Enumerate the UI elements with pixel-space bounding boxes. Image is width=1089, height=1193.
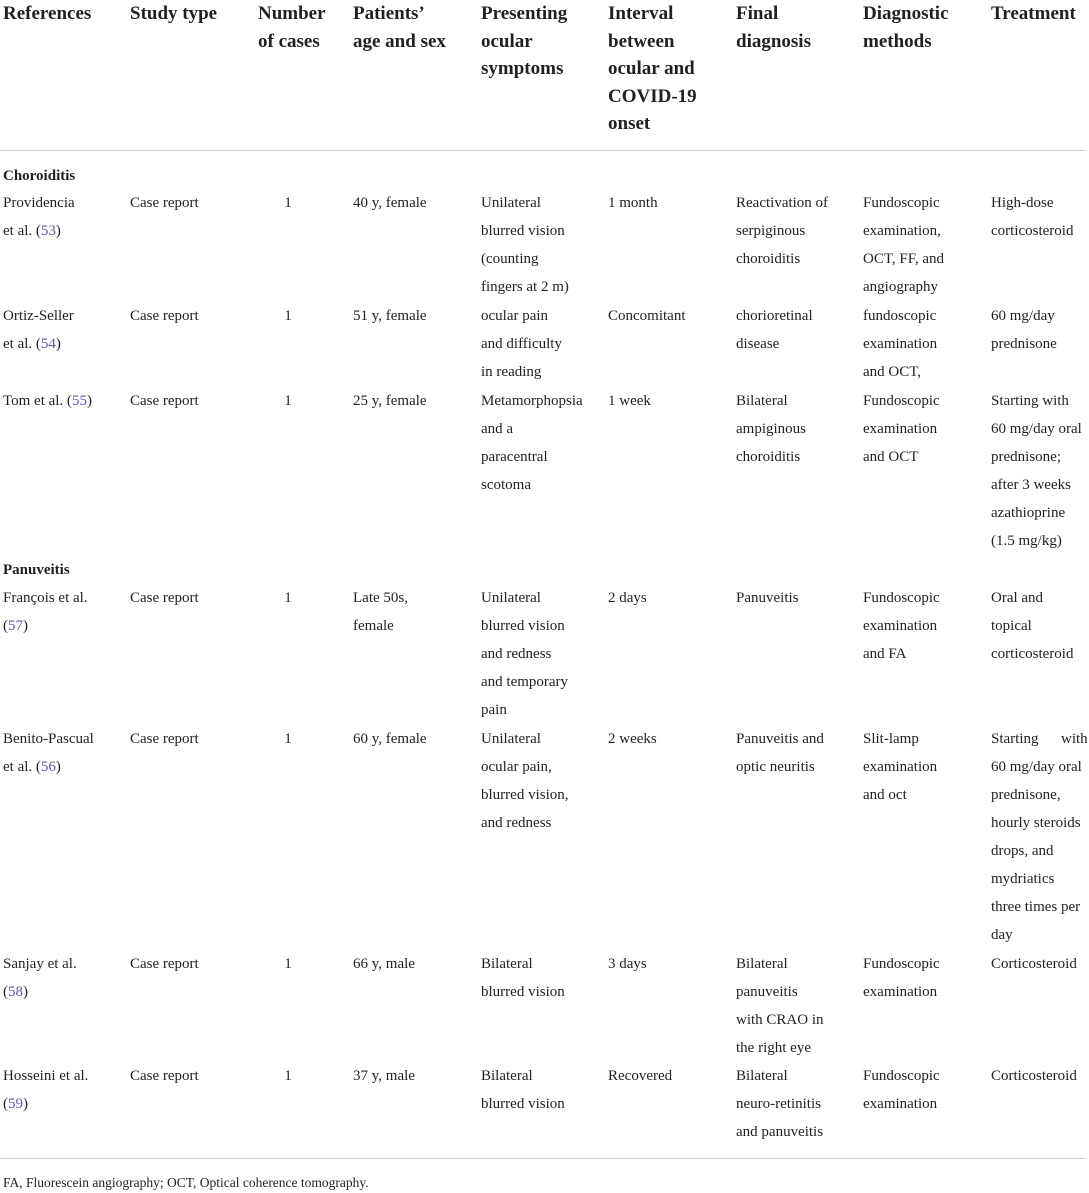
cell-age-and-sex [353,725,427,753]
cell-line: choroiditis [736,251,801,267]
cell-line: (1.5 mg/kg) [991,533,1062,549]
citation-link[interactable]: 56 [40,759,56,775]
cell-line: fingers at 2 m) [481,279,569,295]
cell-interval-to-onset [608,950,647,978]
cell-final-diagnosis [736,1062,823,1146]
cell-line: examination [863,984,938,1000]
reference-line [3,1090,88,1118]
cell-line: ocular pain [481,308,549,324]
reference-text: Hosseini et al. [3,1068,89,1084]
reference-text: François et al. [3,590,88,606]
reference-line [3,330,74,358]
cell-treatment [991,950,1077,978]
header-line: age and sex [353,30,446,52]
cell-number-of-cases: 1 [284,195,292,211]
header-number-of-cases [258,0,326,55]
cell-line: 3 days [608,956,647,972]
reference-line [3,217,75,245]
header-line: ocular [481,30,533,52]
header-age-and-sex [353,0,446,55]
header-line: Interval [608,3,674,24]
cell-line: Case report [130,956,199,972]
cell-line: 1 month [608,195,658,211]
cell-line: Fundoscopic [863,393,940,409]
cell-line: angiography [863,279,938,295]
cell-line: examination [863,421,938,437]
cell-references [3,302,74,358]
cell-line: Panuveitis and [736,731,824,747]
cell-line: and OCT, [863,364,922,380]
cell-line: Unilateral [481,195,541,211]
cell-line: Recovered [608,1068,673,1084]
cell-line: chorioretinal [736,308,813,324]
cell-presenting-symptoms [481,950,565,1006]
citation-link[interactable]: 53 [40,223,56,239]
cell-age-and-sex [353,1062,415,1090]
reference-text: ) [23,618,28,634]
cell-diagnostic-methods [863,302,937,386]
cell-interval-to-onset [608,725,657,753]
cell-line: corticosteroid [991,223,1074,239]
header-line: Number [258,3,326,24]
cell-line: Slit-lamp [863,731,919,747]
cell-treatment [991,1062,1077,1090]
cell-treatment [991,302,1057,358]
cell-line: Fundoscopic [863,590,940,606]
cell-line: corticosteroid [991,646,1074,662]
cell-interval-to-onset [608,302,686,330]
cell-line: Oral and [991,590,1044,606]
section-title: Choroiditis [3,168,76,184]
header-line: between [608,30,675,52]
cell-line: day [991,927,1013,943]
cell-line: examination [863,759,938,775]
cell-number-of-cases: 1 [284,956,292,972]
cell-line: Corticosteroid [991,1068,1077,1084]
reference-line [3,302,74,330]
citation-link[interactable]: 55 [71,393,87,409]
cell-line: Corticosteroid [991,956,1077,972]
cell-references [3,1062,88,1118]
header-line: ocular and [608,58,695,80]
cell-age-and-sex [353,584,408,640]
header-line: Treatment [991,3,1076,24]
cell-line: prednisone; [991,449,1061,465]
cell-line: after 3 weeks [991,477,1071,493]
cell-line: prednisone [991,336,1057,352]
reference-line [3,950,77,978]
cell-references [3,725,94,781]
reference-text: Ortiz-Seller [3,308,74,324]
header-line: onset [608,113,651,135]
cell-number-of-cases: 1 [284,393,292,409]
reference-line [3,978,77,1006]
cell-line: blurred vision [481,618,565,634]
reference-line [3,189,75,217]
cell-treatment [991,387,1082,555]
cell-interval-to-onset [608,584,647,612]
cell-line: Case report [130,195,199,211]
cell-line: scotoma [481,477,531,493]
cell-line: 51 y, female [353,308,427,324]
reference-text: et al. ( [3,759,41,775]
cell-line: OCT, FF, and [863,251,945,267]
cell-line: Bilateral [481,1068,533,1084]
cell-line: blurred vision, [481,787,569,803]
cell-line: three times per [991,899,1081,915]
cell-interval-to-onset [608,387,651,415]
header-line: Presenting [481,3,568,24]
cell-line: and panuveitis [736,1124,824,1140]
reference-text: ) [23,1096,28,1112]
header-line: symptoms [481,58,564,80]
cell-line: Bilateral [736,1068,788,1084]
header-line: Patients’ [353,3,425,24]
cell-line: Concomitant [608,308,686,324]
cell-line: Bilateral [736,393,788,409]
cell-presenting-symptoms [481,1062,565,1118]
cell-line: panuveitis [736,984,798,1000]
header-line: methods [863,30,932,52]
reference-text: ) [86,393,92,409]
header-diagnostic-methods [863,0,949,55]
cell-line: disease [736,336,780,352]
cell-line: Unilateral [481,590,541,606]
cell-number-of-cases: 1 [284,1068,292,1084]
reference-line [3,725,94,753]
cell-age-and-sex [353,189,427,217]
cell-line: 40 y, female [353,195,427,211]
section-title: Panuveitis [3,562,70,578]
reference-line [3,387,92,415]
reference-text: ( [3,1096,8,1112]
cell-line: Case report [130,590,199,606]
header-treatment [991,0,1076,28]
cell-line: blurred vision [481,1096,565,1112]
cell-line: and a [481,421,514,437]
cell-line: Starting with [991,731,1088,747]
cell-final-diagnosis [736,387,806,471]
cell-final-diagnosis [736,950,824,1062]
citation-link[interactable]: 59 [8,1096,23,1112]
cell-study-type [130,725,199,753]
cell-number-of-cases: 1 [284,731,292,747]
cell-line: prednisone, [991,787,1061,803]
citation-link[interactable]: 58 [8,984,23,1000]
cell-line: 60 mg/day oral [991,421,1082,437]
cell-line: and temporary [481,674,569,690]
cell-presenting-symptoms [481,584,568,724]
cell-line: and difficulty [481,336,562,352]
cell-presenting-symptoms [481,725,569,837]
cell-study-type [130,189,199,217]
cell-line: and redness [481,815,552,831]
cell-study-type [130,1062,199,1090]
cell-line: in reading [481,364,542,380]
cell-treatment [991,189,1073,245]
header-line: References [3,3,92,24]
cell-line: ampiginous [736,421,806,437]
cell-line: and oct [863,787,907,803]
cell-line: Panuveitis [736,590,799,606]
header-final-diagnosis [736,0,811,55]
cell-line: 1 week [608,393,651,409]
cell-diagnostic-methods [863,387,940,471]
reference-text: et al. ( [3,336,41,352]
header-line: of cases [258,30,320,52]
cell-number-of-cases: 1 [284,308,292,324]
cell-line: mydriatics [991,871,1055,887]
cell-age-and-sex [353,387,427,415]
cell-references [3,950,77,1006]
cell-line: 25 y, female [353,393,427,409]
cell-line: Case report [130,308,199,324]
cell-line: with CRAO in [736,1012,824,1028]
bottom-rule [0,1158,1086,1159]
cell-diagnostic-methods [863,950,940,1006]
cell-line: Metamorphopsia [481,393,583,409]
cell-line: Fundoscopic [863,195,940,211]
cell-line: Starting with [991,393,1069,409]
cell-line: blurred vision [481,223,565,239]
table-footnote: FA, Fluorescein angiography; OCT, Optical coherence tomography. [3,1175,369,1190]
cell-line: examination, [863,223,941,239]
cell-final-diagnosis [736,189,828,273]
cell-line: azathioprine [991,505,1066,521]
cell-line: Fundoscopic [863,956,940,972]
cell-study-type [130,302,199,330]
cell-study-type [130,584,199,612]
cell-references [3,387,92,415]
header-line: Diagnostic [863,3,949,24]
cell-diagnostic-methods [863,189,944,301]
cell-number-of-cases: 1 [284,590,292,606]
cell-line: Late 50s, [353,590,408,606]
cell-line: 60 mg/day oral [991,759,1082,775]
cell-age-and-sex [353,950,415,978]
cell-diagnostic-methods [863,725,937,809]
citation-link[interactable]: 57 [8,618,23,634]
cell-line: and redness [481,646,552,662]
reference-text: ) [55,336,61,352]
cell-presenting-symptoms [481,302,562,386]
cell-references [3,189,75,245]
cell-line: Case report [130,1068,199,1084]
cell-line: 37 y, male [353,1068,415,1084]
reference-line [3,612,88,640]
header-study-type [130,0,217,28]
cell-line: paracentral [481,449,548,465]
reference-text: Sanjay et al. [3,956,77,972]
reference-text: ( [3,984,8,1000]
cell-study-type [130,950,199,978]
cell-final-diagnosis [736,302,813,358]
cell-line: Unilateral [481,731,541,747]
reference-text: ( [3,618,8,634]
cell-line: examination [863,618,938,634]
header-interval-to-onset [608,0,697,138]
cell-line: blurred vision [481,984,565,1000]
cell-line: 60 y, female [353,731,427,747]
reference-text: Providencia [3,195,75,211]
reference-text: Tom et al. ( [3,393,72,409]
cell-study-type [130,387,199,415]
cell-line: ocular pain, [481,759,552,775]
header-line: diagnosis [736,30,811,52]
cell-line: Fundoscopic [863,1068,940,1084]
cell-line: examination [863,336,938,352]
cell-line: fundoscopic [863,308,937,324]
header-line: Final [736,3,779,24]
cell-line: examination [863,1096,938,1112]
cell-line: and OCT [863,449,919,465]
cell-presenting-symptoms [481,387,583,499]
header-line: Study type [130,3,218,24]
cell-line: High-dose [991,195,1054,211]
cell-interval-to-onset [608,189,658,217]
cell-final-diagnosis [736,584,799,612]
citation-link[interactable]: 54 [40,336,56,352]
cell-treatment [991,584,1073,668]
cell-final-diagnosis [736,725,824,781]
cell-diagnostic-methods [863,584,940,668]
cell-line: 66 y, male [353,956,415,972]
cell-references [3,584,88,640]
reference-text: ) [23,984,28,1000]
cell-line: Bilateral [481,956,533,972]
reference-line [3,1062,88,1090]
reference-line [3,584,88,612]
cell-line: (counting [481,251,539,267]
cell-line: Bilateral [736,956,788,972]
reference-line [3,753,94,781]
reference-text: et al. ( [3,223,41,239]
header-rule [0,150,1086,151]
cell-line: topical [991,618,1032,634]
cell-interval-to-onset [608,1062,672,1090]
cell-line: and FA [863,646,907,662]
cell-line: Case report [130,731,199,747]
cell-line: Case report [130,393,199,409]
header-presenting-symptoms [481,0,567,83]
cell-line: 2 weeks [608,731,657,747]
cell-line: Reactivation of [736,195,829,211]
cell-diagnostic-methods [863,1062,940,1118]
cell-presenting-symptoms [481,189,569,301]
cell-treatment [991,725,1088,949]
cell-line: hourly steroids [991,815,1081,831]
cell-line: 2 days [608,590,647,606]
cell-line: neuro-retinitis [736,1096,821,1112]
reference-text: Benito-Pascual [3,731,94,747]
cell-line: serpiginous [736,223,806,239]
cell-line: pain [481,702,507,718]
reference-text: ) [55,223,61,239]
cell-line: the right eye [736,1040,811,1056]
cell-line: choroiditis [736,449,801,465]
reference-text: ) [55,759,61,775]
cell-line: drops, and [991,843,1054,859]
cell-line: optic neuritis [736,759,815,775]
cell-age-and-sex [353,302,427,330]
cell-line: female [353,618,394,634]
header-line: COVID-19 [608,85,697,107]
cell-line: 60 mg/day [991,308,1055,324]
header-references [3,0,91,28]
